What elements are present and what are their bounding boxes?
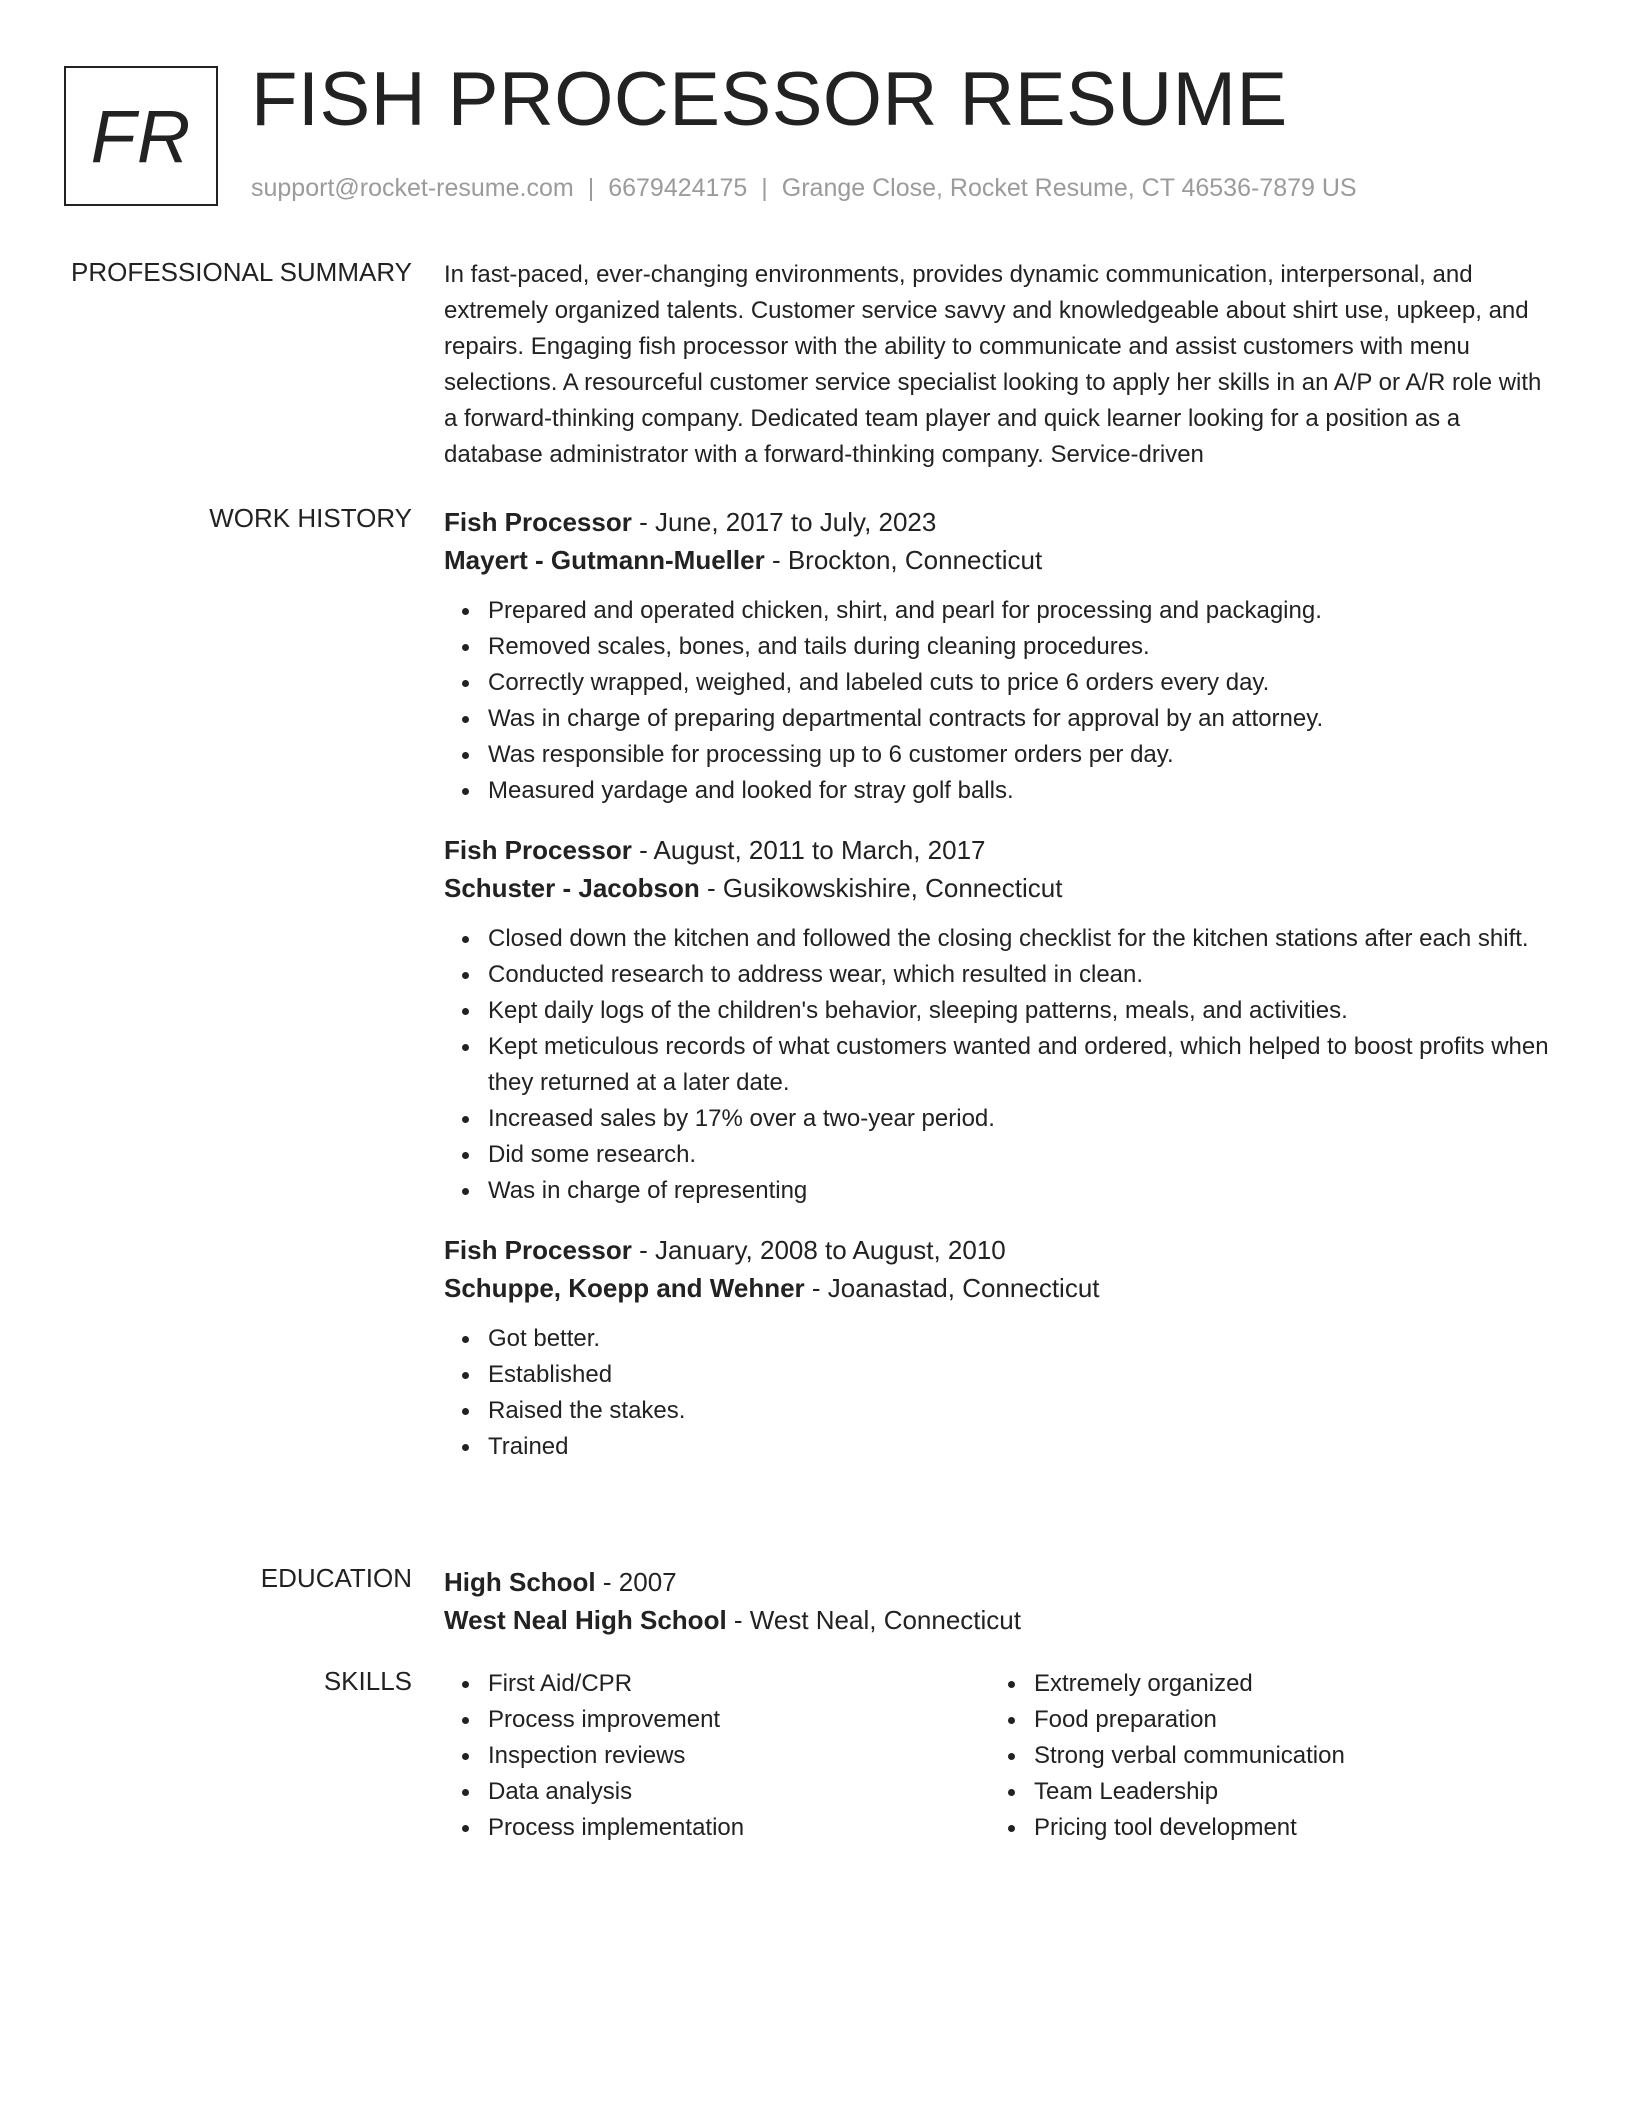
list-item: Conducted research to address wear, which resulted in clean.: [488, 957, 1554, 993]
job-title: Fish Processor: [444, 1235, 632, 1265]
job-dates: - August, 2011 to March, 2017: [631, 835, 986, 865]
education-school: West Neal High School: [444, 1605, 727, 1635]
job-entry: [444, 831, 1554, 1209]
list-item: Trained: [488, 1429, 1554, 1465]
skill-item: Food preparation: [1034, 1702, 1536, 1738]
skill-item: Strong verbal communication: [1034, 1738, 1536, 1774]
section-heading-work-history: WORK HISTORY: [209, 503, 412, 533]
contact-line: [251, 174, 1357, 203]
list-item: Was in charge of representing: [488, 1173, 1554, 1209]
skills-list: [444, 1666, 990, 1846]
job-duties-list: [444, 921, 1554, 1209]
skill-item: Process improvement: [488, 1702, 990, 1738]
work-history-body: [444, 503, 1554, 1487]
education-degree: High School: [444, 1567, 596, 1597]
job-duties-list: [444, 593, 1554, 809]
job-title: Fish Processor: [444, 507, 632, 537]
job-location: - Gusikowskishire, Connecticut: [699, 873, 1063, 903]
job-employer: [444, 1269, 1554, 1307]
education-location: - West Neal, Connecticut: [726, 1605, 1021, 1635]
monogram-initials: FR: [90, 94, 192, 178]
skills-column-left: [444, 1666, 990, 1846]
section-heading-skills: SKILLS: [323, 1666, 412, 1696]
job-title: Fish Processor: [444, 835, 632, 865]
list-item: Closed down the kitchen and followed the closing checklist for the kitchen stations after each shift.: [488, 921, 1554, 957]
contact-email: support@rocket-resume.com: [251, 174, 574, 202]
job-dates: - June, 2017 to July, 2023: [631, 507, 937, 537]
job-employer: [444, 869, 1554, 907]
job-entry: [444, 1231, 1554, 1465]
summary-text: In fast-paced, ever-changing environments, provides dynamic communication, interpersonal, and extremely organized talents. Customer service savvy and knowledgeable about shirt use, upkeep, and repairs. Engaging fish processor with the ability to communicate and assist customers with menu selections. A resourceful customer service specialist looking to apply her skills in an A/P or A/R role with a forward-thinking company. Dedicated team player and quick learner looking for a position as a database administrator with a forward-thinking company. Service-driven: [444, 261, 1542, 468]
skill-item: Team Leadership: [1034, 1774, 1536, 1810]
list-item: Removed scales, bones, and tails during cleaning procedures.: [488, 629, 1554, 665]
skill-item: Extremely organized: [1034, 1666, 1536, 1702]
skills-body: [444, 1666, 1554, 1846]
section-heading-education: EDUCATION: [260, 1563, 412, 1593]
skill-item: Pricing tool development: [1034, 1810, 1536, 1846]
list-item: Measured yardage and looked for stray golf balls.: [488, 773, 1554, 809]
page-title: FISH PROCESSOR RESUME: [251, 57, 1288, 142]
job-company: Schuppe, Koepp and Wehner: [444, 1273, 805, 1303]
list-item: Did some research.: [488, 1137, 1554, 1173]
skill-item: First Aid/CPR: [488, 1666, 990, 1702]
contact-address: Grange Close, Rocket Resume, CT 46536-7879 US: [781, 174, 1357, 202]
job-entry: [444, 503, 1554, 809]
skill-item: Inspection reviews: [488, 1738, 990, 1774]
job-header: [444, 831, 1554, 869]
list-item: Prepared and operated chicken, shirt, and pearl for processing and packaging.: [488, 593, 1554, 629]
list-item: Was in charge of preparing departmental contracts for approval by an attorney.: [488, 701, 1554, 737]
job-location: - Joanastad, Connecticut: [804, 1273, 1100, 1303]
list-item: Was responsible for processing up to 6 customer orders per day.: [488, 737, 1554, 773]
summary-body: [444, 257, 1554, 473]
job-dates: - January, 2008 to August, 2010: [631, 1235, 1006, 1265]
job-employer: [444, 541, 1554, 579]
list-item: Established: [488, 1357, 1554, 1393]
job-duties-list: [444, 1321, 1554, 1465]
list-item: Raised the stakes.: [488, 1393, 1554, 1429]
list-item: Correctly wrapped, weighed, and labeled cuts to price 6 orders every day.: [488, 665, 1554, 701]
skill-item: Data analysis: [488, 1774, 990, 1810]
skill-item: Process implementation: [488, 1810, 990, 1846]
list-item: Kept daily logs of the children's behavior, sleeping patterns, meals, and activities.: [488, 993, 1554, 1029]
job-location: - Brockton, Connecticut: [764, 545, 1043, 575]
education-school-line: [444, 1601, 1554, 1639]
list-item: Got better.: [488, 1321, 1554, 1357]
section-heading-summary: PROFESSIONAL SUMMARY: [71, 257, 412, 287]
monogram-logo: [64, 66, 218, 206]
list-item: Increased sales by 17% over a two-year period.: [488, 1101, 1554, 1137]
contact-phone: 6679424175: [608, 174, 748, 202]
job-header: [444, 503, 1554, 541]
contact-separator: |: [587, 174, 595, 202]
contact-separator: |: [761, 174, 768, 202]
skills-columns: [444, 1666, 1554, 1846]
education-year: - 2007: [595, 1567, 677, 1597]
skills-list: [990, 1666, 1536, 1846]
list-item: Kept meticulous records of what customers wanted and ordered, which helped to boost profits when they returned at a later date.: [488, 1029, 1554, 1101]
education-degree-line: [444, 1563, 1554, 1601]
skills-column-right: [990, 1666, 1536, 1846]
job-company: Mayert - Gutmann-Mueller: [444, 545, 765, 575]
job-company: Schuster - Jacobson: [444, 873, 700, 903]
job-header: [444, 1231, 1554, 1269]
education-body: [444, 1563, 1554, 1639]
